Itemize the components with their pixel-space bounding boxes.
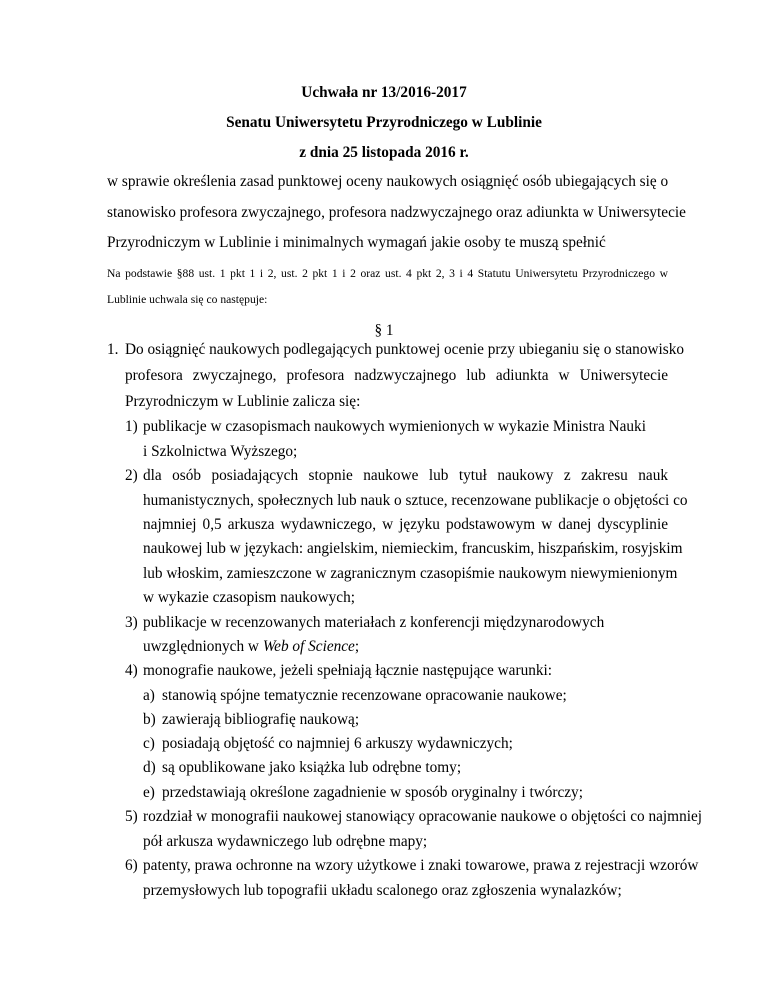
item-number: 4): [125, 662, 138, 679]
item-text-line: patenty, prawa ochronne na wzory użytkowe i znaki towarowe, prawa z rejestracji wzorów: [143, 857, 699, 874]
item-number: 5): [125, 808, 138, 825]
wos-emphasis: Web of Science: [262, 638, 355, 655]
item-text-line: publikacje w recenzowanych materiałach z konferencji międzynarodowych: [143, 614, 605, 631]
item-text-line: monografie naukowe, jeżeli spełniają łącznie następujące warunki:: [143, 662, 553, 679]
point-text-line: Do osiągnięć naukowych podlegających punktowej ocenie przy ubieganiu się o stanowisko: [125, 341, 685, 358]
subitem-letter: b): [143, 711, 156, 728]
subject-line: stanowisko profesora zwyczajnego, profesora nadzwyczajnego oraz adiunkta w Uniwersytecie: [107, 204, 686, 221]
item-text-line: najmniej 0,5 arkusza wydawniczego, w języku podstawowym w danej dyscyplinie: [143, 516, 668, 533]
subject-line: Przyrodniczym w Lublinie i minimalnych wymagań jakie osoby te muszą spełnić: [107, 234, 606, 251]
item-number: 3): [125, 614, 138, 631]
subitem-letter: e): [143, 784, 155, 801]
item-text-segment: ;: [354, 638, 360, 655]
subitem-letter: d): [143, 759, 156, 776]
item-text-line: [143, 638, 359, 656]
legal-basis-line: Na podstawie §88 ust. 1 pkt 1 i 2, ust. 2 pkt 1 i 2 oraz ust. 4 pkt 2, 3 i 4 Statutu Uniwersytetu Przyrodniczego w: [107, 267, 668, 280]
item-text-line: naukowej lub w językach: angielskim, niemieckim, francuskim, hiszpańskim, rosyjskim: [143, 540, 683, 557]
subitem-text: posiadają objętość co najmniej 6 arkuszy wydawniczych;: [162, 735, 513, 752]
item-number: 1): [125, 418, 138, 435]
item-text-line: pół arkusza wydawniczego lub odrębne mapy;: [143, 833, 428, 850]
document-title: Uchwała nr 13/2016-2017: [301, 84, 467, 101]
point-number: 1.: [107, 341, 119, 358]
point-text-line: Przyrodniczym w Lublinie zalicza się:: [125, 393, 361, 410]
legal-basis-line: Lublinie uchwala się co następuje:: [107, 293, 268, 306]
item-text-line: i Szkolnictwa Wyższego;: [143, 443, 298, 460]
item-text-line: w wykazie czasopism naukowych;: [143, 589, 355, 606]
section-mark: § 1: [374, 322, 394, 339]
subitem-text: zawierają bibliografię naukową;: [162, 711, 360, 728]
subject-line: w sprawie określenia zasad punktowej oceny naukowych osiągnięć osób ubiegających się o: [107, 173, 669, 190]
item-text-line: dla osób posiadających stopnie naukowe lub tytuł naukowy z zakresu nauk: [143, 467, 668, 484]
document-date: z dnia 25 listopada 2016 r.: [299, 144, 469, 161]
subitem-text: stanowią spójne tematycznie recenzowane opracowanie naukowe;: [162, 687, 567, 704]
document-issuer: Senatu Uniwersytetu Przyrodniczego w Lublinie: [226, 114, 542, 131]
item-text-segment: uwzględnionych w: [143, 638, 263, 655]
item-text-line: lub włoskim, zamieszczone w zagranicznym czasopiśmie naukowym niewymienionym: [143, 565, 678, 582]
item-number: 2): [125, 467, 138, 484]
subitem-text: przedstawiają określone zagadnienie w sposób oryginalny i twórczy;: [162, 784, 583, 801]
point-text-line: profesora zwyczajnego, profesora nadzwyczajnego lub adiunkta w Uniwersytecie: [125, 367, 668, 384]
item-number: 6): [125, 857, 138, 874]
item-text-line: humanistycznych, społecznych lub nauk o sztuce, recenzowane publikacje o objętości co: [143, 492, 688, 509]
subitem-text: są opublikowane jako książka lub odrębne tomy;: [162, 759, 462, 776]
subitem-letter: c): [143, 735, 155, 752]
item-text-line: przemysłowych lub topografii układu scalonego oraz zgłoszenia wynalazków;: [143, 882, 622, 899]
item-text-line: rozdział w monografii naukowej stanowiący opracowanie naukowe o objętości co najmniej: [143, 808, 703, 825]
subitem-letter: a): [143, 687, 155, 704]
item-text-line: publikacje w czasopismach naukowych wymienionych w wykazie Ministra Nauki: [143, 418, 646, 435]
